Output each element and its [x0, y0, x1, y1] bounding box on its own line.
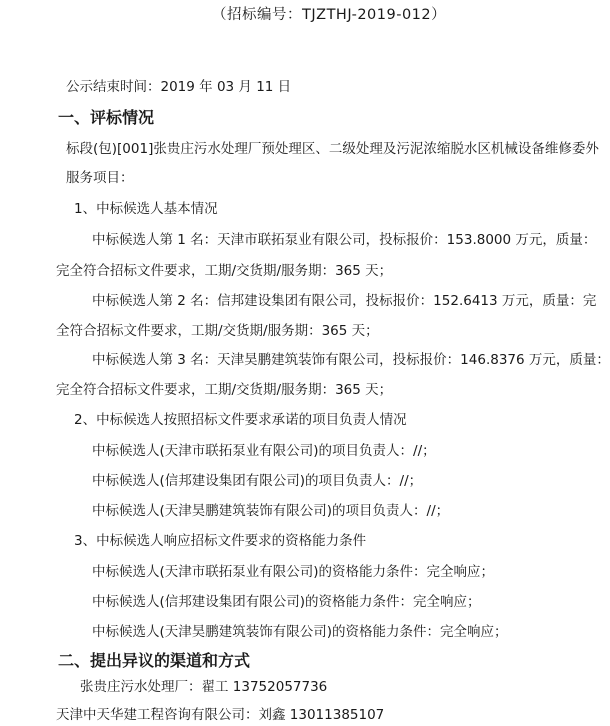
qualification-candidate-3: 中标候选人(天津昊鹏建筑装饰有限公司)的资格能力条件：完全响应； — [92, 624, 508, 640]
tender-number: （招标编号：TJZTHJ-2019-012） — [212, 7, 447, 23]
leader-candidate-2: 中标候选人(信邦建设集团有限公司)的项目负责人：//； — [92, 473, 423, 489]
leader-candidate-1: 中标候选人(天津市联拓泵业有限公司)的项目负责人：//； — [92, 443, 436, 459]
candidate-1-line1: 中标候选人第 1 名：天津市联拓泵业有限公司，投标报价：153.8000 万元，质量： — [92, 232, 597, 248]
objection-contact-2: 天津中天华建工程咨询有限公司：刘鑫 13011385107 — [56, 707, 385, 723]
candidate-3-line1: 中标候选人第 3 名：天津昊鹏建筑装饰有限公司，投标报价：146.8376 万元，质量： — [92, 352, 610, 368]
lot-description-line1: 标段(包)[001]张贵庄污水处理厂预处理区、二级处理及污泥浓缩脱水区机械设备维修委外 — [66, 141, 599, 157]
candidate-2-line1: 中标候选人第 2 名：信邦建设集团有限公司，投标报价：152.6413 万元，质量：完 — [92, 293, 597, 309]
lot-description-line2: 服务项目： — [66, 170, 134, 186]
section-heading-objection: 二、提出异议的渠道和方式 — [58, 651, 251, 670]
objection-contact-1: 张贵庄污水处理厂：翟工 13752057736 — [80, 679, 328, 695]
candidate-1-line2: 完全符合招标文件要求，工期/交货期/服务期：365 天； — [56, 263, 393, 279]
leader-candidate-3: 中标候选人(天津昊鹏建筑装饰有限公司)的项目负责人：//； — [92, 503, 450, 519]
candidate-3-line2: 完全符合招标文件要求，工期/交货期/服务期：365 天； — [56, 382, 393, 398]
candidate-2-line2: 全符合招标文件要求，工期/交货期/服务期：365 天； — [56, 323, 379, 339]
subheading-qualification: 3、中标候选人响应招标文件要求的资格能力条件 — [74, 533, 367, 549]
subheading-basic-info: 1、中标候选人基本情况 — [74, 201, 218, 217]
publicity-end-date: 公示结束时间：2019 年 03 月 11 日 — [66, 79, 292, 95]
qualification-candidate-2: 中标候选人(信邦建设集团有限公司)的资格能力条件：完全响应； — [92, 594, 481, 610]
subheading-project-leader: 2、中标候选人按照招标文件要求承诺的项目负责人情况 — [74, 412, 407, 428]
section-heading-evaluation: 一、评标情况 — [58, 108, 155, 127]
qualification-candidate-1: 中标候选人(天津市联拓泵业有限公司)的资格能力条件：完全响应； — [92, 564, 495, 580]
